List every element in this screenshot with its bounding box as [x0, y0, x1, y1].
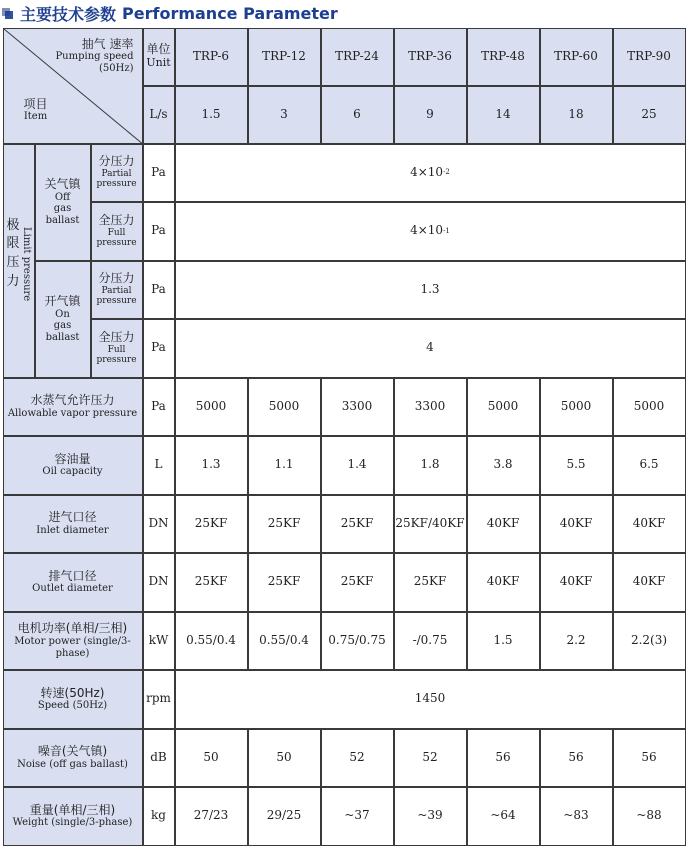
speed-label-zh: 抽气 速率 — [81, 36, 134, 51]
model-header: TRP-60 — [540, 28, 613, 86]
row-label — [3, 553, 143, 612]
value-cell: 25KF — [248, 553, 321, 612]
row-label-en: Speed (50Hz) — [37, 700, 108, 712]
speed-value: 1.5 — [175, 86, 248, 144]
value-cell: 50 — [248, 729, 321, 788]
value-cell: 3.8 — [467, 436, 540, 495]
model-header: TRP-36 — [394, 28, 467, 86]
row-label — [3, 729, 143, 788]
value-cell: ~83 — [540, 787, 613, 846]
model-header: TRP-6 — [175, 28, 248, 86]
item-label-zh: 项目 — [23, 96, 48, 111]
row-label — [3, 787, 143, 846]
limit-pressure-char: 限 — [6, 236, 20, 252]
speed-value: 3 — [248, 86, 321, 144]
speed-label-freq: (50Hz) — [98, 62, 134, 74]
page-title — [2, 1, 338, 25]
value-cell: 1.3 — [175, 436, 248, 495]
limit-pressure-char: 极 — [6, 217, 20, 233]
value-cell: 1.8 — [394, 436, 467, 495]
unit-cell: DN — [143, 553, 175, 612]
value-cell: ~37 — [321, 787, 394, 846]
row-label — [3, 436, 143, 495]
value-cell: 5.5 — [540, 436, 613, 495]
unit-cell: L — [143, 436, 175, 495]
off-partial-value: 4×10 -2 — [175, 144, 686, 202]
value-cell: 52 — [394, 729, 467, 788]
value-cell: 6.5 — [613, 436, 686, 495]
value-cell: 40KF — [613, 495, 686, 554]
title-zh: 主要技术参数 — [20, 4, 117, 24]
span-value: 1450 — [175, 670, 686, 729]
row-label-zh: 转速(50Hz) — [40, 685, 105, 700]
value-cell: ~88 — [613, 787, 686, 846]
performance-table — [3, 28, 686, 846]
value-cell: 1.5 — [467, 612, 540, 671]
value-cell: 29/25 — [248, 787, 321, 846]
row-label-zh: 容油量 — [54, 451, 91, 466]
header-item-cell — [3, 28, 143, 144]
unit-label-zh: 单位 — [146, 42, 171, 57]
off-gas-ballast-cell: 关气镇 Off gas ballast — [35, 144, 91, 261]
model-header: TRP-24 — [321, 28, 394, 86]
value-cell: 0.75/0.75 — [321, 612, 394, 671]
on-gas-ballast-cell: 开气镇 On gas ballast — [35, 261, 91, 378]
row-label-zh: 噪音(关气镇) — [37, 744, 108, 759]
row-label-zh: 重量(单相/三相) — [29, 802, 116, 817]
value-cell: 25KF/40KF — [394, 495, 467, 554]
row-label — [3, 612, 143, 671]
value-cell: 5000 — [248, 378, 321, 437]
unit-cell: kW — [143, 612, 175, 671]
value-cell: 40KF — [467, 495, 540, 554]
value-cell: 5000 — [540, 378, 613, 437]
value-cell: 5000 — [613, 378, 686, 437]
speed-value: 25 — [613, 86, 686, 144]
unit-cell: rpm — [143, 670, 175, 729]
value-cell: 3300 — [394, 378, 467, 437]
model-header: TRP-12 — [248, 28, 321, 86]
limit-pressure-en: Limit pressure — [20, 226, 32, 301]
unit-cell: Pa — [143, 202, 175, 261]
model-header: TRP-48 — [467, 28, 540, 86]
value-cell: 27/23 — [175, 787, 248, 846]
speed-unit-cell: L/s — [143, 86, 175, 144]
value-cell: 5000 — [175, 378, 248, 437]
value-cell: 40KF — [467, 553, 540, 612]
value-cell: 52 — [321, 729, 394, 788]
limit-pressure-zh — [7, 217, 20, 292]
value-cell: 1.4 — [321, 436, 394, 495]
row-label-en: Oil capacity — [42, 466, 103, 478]
value-cell: 40KF — [540, 553, 613, 612]
row-label-en: Motor power (single/3-phase) — [14, 636, 131, 659]
row-label-en: Noise (off gas ballast) — [17, 758, 128, 770]
row-label-zh: 电机功率(单相/三相) — [17, 621, 128, 636]
unit-cell: DN — [143, 495, 175, 554]
unit-cell: kg — [143, 787, 175, 846]
row-label-en: Inlet diameter — [36, 524, 109, 536]
unit-cell: Pa — [143, 261, 175, 319]
value-cell: 0.55/0.4 — [175, 612, 248, 671]
row-label-zh: 进气口径 — [48, 510, 97, 525]
value-cell: 25KF — [321, 495, 394, 554]
item-label-en: Item — [23, 110, 48, 122]
unit-cell: dB — [143, 729, 175, 788]
value-cell: ~39 — [394, 787, 467, 846]
off-partial-label: 分压力 Partial pressure — [91, 144, 143, 202]
model-header: TRP-90 — [613, 28, 686, 86]
value-cell: 25KF — [175, 495, 248, 554]
unit-cell: Pa — [143, 144, 175, 202]
unit-cell: Pa — [143, 378, 175, 437]
speed-value: 9 — [394, 86, 467, 144]
value-cell: 40KF — [540, 495, 613, 554]
value-cell: 25KF — [394, 553, 467, 612]
row-label-en: Allowable vapor pressure — [7, 407, 138, 419]
unit-label-en: Unit — [146, 56, 171, 70]
on-full-label: 全压力 Full pressure — [91, 319, 143, 378]
speed-value: 6 — [321, 86, 394, 144]
value-cell: 2.2(3) — [613, 612, 686, 671]
limit-pressure-char: 力 — [6, 274, 20, 290]
on-full-value: 4 — [175, 319, 686, 378]
value-cell: 2.2 — [540, 612, 613, 671]
row-label-zh: 排气口径 — [48, 568, 97, 583]
speed-value: 14 — [467, 86, 540, 144]
row-label — [3, 495, 143, 554]
title-en: Performance Parameter — [122, 3, 338, 23]
value-cell: 1.1 — [248, 436, 321, 495]
value-cell: 3300 — [321, 378, 394, 437]
value-cell: ~64 — [467, 787, 540, 846]
square-bullet-icon — [2, 8, 13, 19]
row-label — [3, 670, 143, 729]
off-full-label: 全压力 Full pressure — [91, 202, 143, 261]
value-cell: 56 — [467, 729, 540, 788]
off-full-value: 4×10 -1 — [175, 202, 686, 261]
value-cell: 56 — [540, 729, 613, 788]
row-label-en: Outlet diameter — [32, 583, 113, 595]
value-cell: 25KF — [248, 495, 321, 554]
row-label — [3, 378, 143, 437]
value-cell: 0.55/0.4 — [248, 612, 321, 671]
value-cell: -/0.75 — [394, 612, 467, 671]
on-partial-value: 1.3 — [175, 261, 686, 319]
unit-cell: Pa — [143, 319, 175, 378]
limit-pressure-char: 压 — [6, 255, 20, 271]
value-cell: 56 — [613, 729, 686, 788]
row-label-zh: 水蒸气允许压力 — [30, 393, 115, 408]
limit-pressure-cell — [3, 144, 35, 378]
value-cell: 25KF — [321, 553, 394, 612]
value-cell: 50 — [175, 729, 248, 788]
value-cell: 5000 — [467, 378, 540, 437]
speed-value: 18 — [540, 86, 613, 144]
speed-label-en: Pumping speed — [55, 50, 134, 62]
on-partial-label: 分压力 Partial pressure — [91, 261, 143, 319]
row-label-en: Weight (single/3-phase) — [12, 817, 133, 829]
header-unit-cell — [143, 28, 175, 86]
value-cell: 25KF — [175, 553, 248, 612]
value-cell: 40KF — [613, 553, 686, 612]
